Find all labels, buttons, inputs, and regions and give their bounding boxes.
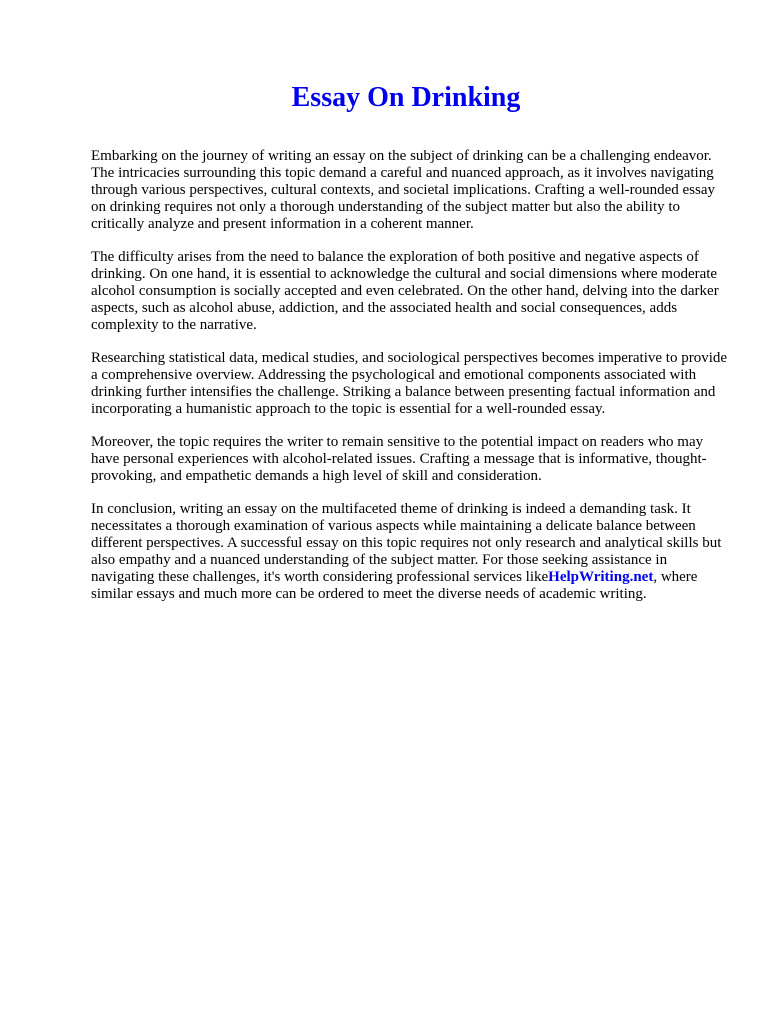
conclusion-paragraph (91, 501, 728, 603)
paragraph-1: Embarking on the journey of writing an essay on the subject of drinking can be a challenging endeavor. The intricacies surrounding this topic demand a careful and nuanced approach, as it involves navigating through various perspectives, cultural contexts, and societal implications. Crafting a well-rounded essay on drinking requires not only a thorough understanding of the subject matter but also the ability to critically analyze and present information in a coherent manner. (91, 148, 715, 232)
helpwriting-link[interactable]: HelpWriting.net (548, 569, 654, 585)
conclusion-text-before-link: In conclusion, writing an essay on the multifaceted theme of drinking is indeed a demanding task. It necessitates a thorough examination of various aspects while maintaining a delicate balance between different perspectives. A successful essay on this topic requires not only research and analytical skills but also empathy and a nuanced understanding of the subject matter. For those seeking assistance in navigating these challenges, it's worth considering professional services like (91, 501, 722, 585)
page-title: Essay On Drinking (291, 82, 521, 113)
paragraph-4: Moreover, the topic requires the writer to remain sensitive to the potential impact on readers who may have personal experiences with alcohol-related issues. Crafting a message that is informative, thought-provoking, and empathetic demands a high level of skill and consideration. (91, 434, 707, 484)
paragraph-2: The difficulty arises from the need to balance the exploration of both positive and negative aspects of drinking. On one hand, it is essential to acknowledge the cultural and social dimensions where moderate alcohol consumption is socially accepted and even celebrated. On the other hand, delving into the darker aspects, such as alcohol abuse, addiction, and the associated health and social consequences, adds complexity to the narrative. (91, 249, 719, 333)
essay-body (91, 148, 728, 619)
conclusion-text-after-link: , where similar essays and much more can be ordered to meet the diverse needs of academic writing. (91, 569, 698, 602)
paragraph-3: Researching statistical data, medical studies, and sociological perspectives becomes imperative to provide a comprehensive overview. Addressing the psychological and emotional components associated with drinking further intensifies the challenge. Striking a balance between presenting factual information and incorporating a humanistic approach to the topic is essential for a well-rounded essay. (91, 350, 728, 417)
